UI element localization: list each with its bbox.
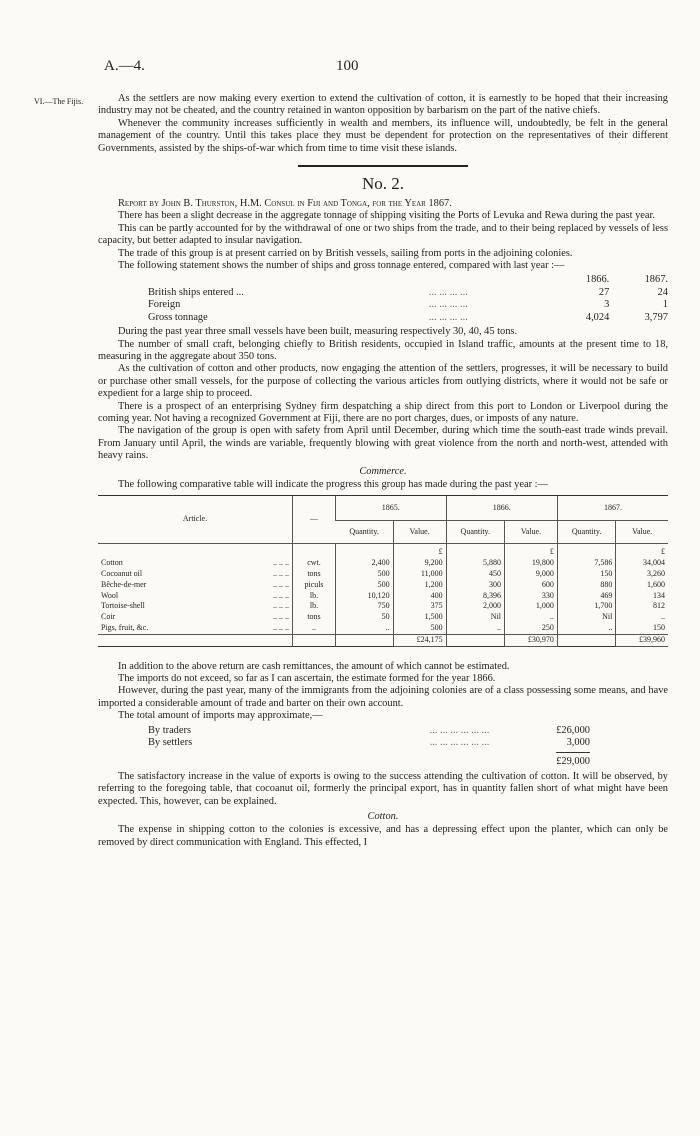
- leader-dots: ... ... ... ...: [428, 311, 468, 323]
- table-row: [98, 591, 668, 602]
- unit-cell: lb.: [293, 601, 336, 612]
- value-cell: 1,200: [393, 580, 446, 591]
- currency-symbol: £: [616, 544, 668, 558]
- value-cell: 3,260: [616, 569, 668, 580]
- leader-dots: .. .. ..: [273, 568, 289, 578]
- shipping-statement-table: [98, 274, 668, 324]
- value-cell: 375: [393, 601, 446, 612]
- value-cell: 9,200: [393, 558, 446, 569]
- article-cell: [98, 591, 293, 602]
- article-cell: [98, 601, 293, 612]
- leader-dots: .. .. ..: [273, 601, 289, 611]
- value-cell: 400: [393, 591, 446, 602]
- quantity-cell: 2,000: [446, 601, 504, 612]
- year-1867: 1867.: [644, 274, 668, 286]
- paragraph: There has been a slight decrease in the aggregate tonnage of shipping visiting the Ports of Levuka and Rewa during the past year.: [118, 210, 655, 222]
- paragraph: However, during the past year, many of the immigrants from the adjoining colonies are of a class possessing some means, and have imported a considerable amount of trade and barter on their own account.: [98, 685, 668, 709]
- quantity-cell: Nil: [557, 612, 615, 623]
- year-header-1866: 1866.: [446, 496, 557, 521]
- report-number: No. 2.: [361, 174, 405, 194]
- shipping-section: [98, 210, 668, 272]
- leader-dots: ... ... ... ... ... ...: [429, 724, 490, 736]
- paragraph: As the cultivation of cotton and other products, now engaging the attention of the settlers, progresses, it will be necessary to build or purchase other small vessels, for the purpose of collecting the various articles from outlying districts, where it would not be safe or expedient for a large ship to proceed.: [98, 363, 668, 400]
- year-1866: 1866.: [585, 274, 610, 286]
- table-row: [98, 580, 668, 591]
- value-header: Value.: [616, 521, 668, 544]
- article-cell: [98, 623, 293, 634]
- section-rule: [298, 165, 468, 167]
- quantity-header: Quantity.: [336, 521, 394, 544]
- margin-note: VI.—The Fijis.: [34, 97, 84, 106]
- paragraph: The satisfactory increase in the value of exports is owing to the success attending the cultivation of cotton. It will be observed, by referring to the foregoing table, that cocoanut oil, formerly the principal export, has in quantity fallen short of what might have been expected. This, however, can be explained.: [98, 770, 668, 807]
- leader-dots: ... ... ... ...: [428, 299, 468, 311]
- leader-dots: .. .. ..: [273, 590, 289, 600]
- quantity-cell: ..: [446, 623, 504, 634]
- value-cell: 19,800: [505, 558, 558, 569]
- value-cell: 11,000: [393, 569, 446, 580]
- value-cell: 500: [393, 623, 446, 634]
- value-cell: 600: [505, 580, 558, 591]
- value-cell: 134: [616, 591, 668, 602]
- article-header: Article.: [98, 496, 293, 544]
- quantity-cell: Nil: [446, 612, 504, 623]
- paragraph: The navigation of the group is open with safety from April until December, during which time the south-east trade winds prevail. From January until April, the winds are variable, frequently blowing with great violence from the north and north-west, attended with heavy rains.: [98, 425, 668, 462]
- article-name: Wool: [101, 590, 119, 600]
- statement-row: [98, 299, 668, 311]
- paragraph: In addition to the above return are cash remittances, the amount of which cannot be estimated.: [118, 660, 510, 672]
- value-cell: 812: [616, 601, 668, 612]
- statement-row: [98, 287, 668, 299]
- quantity-cell: 450: [446, 569, 504, 580]
- vessels-section: [98, 326, 668, 462]
- value-cell: 34,004: [616, 558, 668, 569]
- paragraph: As the settlers are now making every exertion to extend the cultivation of cotton, it is earnestly to be hoped that their increasing industry may not be cheated, and the country retained in wanton opposition by barbarism on the part of the native chiefs.: [98, 93, 668, 117]
- total-1866: £30,970: [505, 634, 558, 646]
- statement-label: Foreign: [148, 299, 181, 311]
- totals-row: [98, 634, 668, 646]
- statement-value: 3,797: [644, 311, 668, 323]
- unit-cell: ..: [293, 623, 336, 634]
- statement-value: 24: [657, 286, 668, 298]
- article-name: Pigs, fruit, &c.: [101, 622, 149, 632]
- imports-total-row: [98, 749, 668, 768]
- page-number: 100: [336, 58, 359, 74]
- leader-dots: .. .. ..: [273, 622, 289, 632]
- report-title-rest: by John B. Thurston, H.M. Consul in Fiji and Tonga, for the Year 1867.: [146, 198, 452, 210]
- total-1865: £24,175: [393, 634, 446, 646]
- quantity-cell: 1,700: [557, 601, 615, 612]
- imports-total: £29,000: [556, 752, 590, 768]
- year-header-1867: 1867.: [557, 496, 668, 521]
- table-row: [98, 558, 668, 569]
- value-cell: 1,500: [393, 612, 446, 623]
- quantity-cell: ..: [557, 623, 615, 634]
- article-name: Tortoise-shell: [101, 601, 145, 611]
- table-bottom-rule: [98, 646, 668, 655]
- table-row: [98, 623, 668, 634]
- quantity-cell: 469: [557, 591, 615, 602]
- statement-value: 4,024: [585, 311, 610, 323]
- paragraph: Whenever the community increases sufficiently in wealth and members, its influence will, undoubtedly, be felt in the general management of the country. Until this takes place they must be dependent for protection on the representatives of their different Governments, assisted by the ships-of-war which from time to time visit these islands.: [98, 117, 668, 154]
- quantity-cell: 8,396: [446, 591, 504, 602]
- value-cell: 150: [616, 623, 668, 634]
- quantity-cell: 2,400: [336, 558, 394, 569]
- table-row: [98, 569, 668, 580]
- cotton-heading: Cotton.: [367, 811, 399, 823]
- statement-year-row: [98, 274, 668, 286]
- article-cell: [98, 558, 293, 569]
- quantity-cell: 880: [557, 580, 615, 591]
- unit-cell: tons: [293, 569, 336, 580]
- unit-cell: tons: [293, 612, 336, 623]
- leader-dots: .. .. ..: [273, 558, 289, 568]
- total-1867: £39,960: [616, 634, 668, 646]
- article-name: Cocoanut oil: [101, 568, 143, 578]
- imports-row: [98, 737, 668, 749]
- currency-symbol: £: [505, 544, 558, 558]
- quantity-cell: 150: [557, 569, 615, 580]
- statement-value: 27: [598, 286, 610, 298]
- paragraph: The expense in shipping cotton to the colonies is excessive, and has a depressing effect upon the planter, which can only be removed by direct communication with England. This effected, I: [98, 824, 668, 848]
- year-header-1865: 1865.: [336, 496, 447, 521]
- quantity-cell: 500: [336, 580, 394, 591]
- imports-section: [98, 661, 668, 723]
- value-cell: 330: [505, 591, 558, 602]
- commerce-year-header-row: [98, 496, 668, 521]
- value-cell: ..: [505, 612, 558, 623]
- paragraph: During the past year three small vessels have been built, measuring respectively 30, 40, 45 tons.: [118, 326, 518, 338]
- quantity-cell: 750: [336, 601, 394, 612]
- header-reference: A.—4.: [104, 58, 145, 74]
- quantity-cell: 7,586: [557, 558, 615, 569]
- cotton-section: [98, 824, 668, 849]
- paragraph: The imports do not exceed, so far as I can ascertain, the estimate formed for the year 1866.: [118, 672, 496, 684]
- commerce-heading: Commerce.: [359, 465, 407, 477]
- article-name: Cotton: [101, 558, 123, 568]
- unit-cell: piculs: [293, 580, 336, 591]
- statement-label: Gross tonnage: [148, 311, 208, 323]
- page-header: [0, 58, 700, 78]
- statement-value: 3: [604, 299, 610, 311]
- quantity-header: Quantity.: [557, 521, 615, 544]
- leader-dots: ... ... ... ...: [428, 286, 468, 298]
- paragraph: This can be partly accounted for by the withdrawal of one or two ships from the trade, and to their being replaced by vessels of less capacity, but better adapted to insular navigation.: [98, 222, 668, 247]
- exports-section: [98, 771, 668, 808]
- unit-header: —: [293, 496, 336, 544]
- value-cell: 1,600: [616, 580, 668, 591]
- paragraph: The following statement shows the number of ships and gross tonnage entered, compared with last year :—: [118, 260, 565, 272]
- quantity-cell: 500: [336, 569, 394, 580]
- leader-dots: .. .. ..: [273, 612, 289, 622]
- unit-cell: lb.: [293, 591, 336, 602]
- article-name: Coir: [101, 612, 116, 622]
- imports-label: By settlers: [148, 736, 193, 748]
- unit-cell: cwt.: [293, 558, 336, 569]
- paragraph: The trade of this group is at present carried on by British vessels, sailing from ports in the adjoining colonies.: [118, 247, 573, 259]
- article-name: Bêche-de-mer: [101, 579, 147, 589]
- value-cell: ..: [616, 612, 668, 623]
- value-header: Value.: [505, 521, 558, 544]
- paragraph: The number of small craft, belonging chiefly to British residents, occupied in Island traffic, amounts at the present time to 18, measuring in the aggregate about 350 tons.: [98, 338, 668, 362]
- imports-row: [98, 725, 668, 737]
- leader-dots: ... ... ... ... ... ...: [429, 736, 490, 748]
- article-cell: [98, 569, 293, 580]
- report-title-lead: Report: [118, 198, 147, 210]
- quantity-cell: 300: [446, 580, 504, 591]
- paragraph: There is a prospect of an enterprising Sydney firm despatching a ship direct from this port to London or Liverpool during the coming year. Not having a recognized Government at Fiji, there are no port charges, dues, or imposts of any nature.: [98, 400, 668, 424]
- intro-section: [98, 93, 668, 155]
- quantity-cell: ..: [336, 623, 394, 634]
- article-cell: [98, 580, 293, 591]
- imports-amount: £26,000: [556, 724, 590, 736]
- document-body: [98, 93, 668, 849]
- value-cell: 250: [505, 623, 558, 634]
- leader-dots: .. .. ..: [273, 579, 289, 589]
- imports-label: By traders: [148, 724, 191, 736]
- value-header: Value.: [393, 521, 446, 544]
- imports-table: [98, 725, 668, 769]
- table-row: [98, 612, 668, 623]
- quantity-cell: 50: [336, 612, 394, 623]
- table-row: [98, 601, 668, 612]
- currency-row: [98, 544, 668, 558]
- quantity-cell: 5,880: [446, 558, 504, 569]
- quantity-cell: 10,120: [336, 591, 394, 602]
- article-cell: [98, 612, 293, 623]
- commerce-table: [98, 495, 668, 654]
- value-cell: 1,000: [505, 601, 558, 612]
- value-cell: 9,000: [505, 569, 558, 580]
- report-title: [98, 198, 668, 210]
- currency-symbol: £: [393, 544, 446, 558]
- quantity-header: Quantity.: [446, 521, 504, 544]
- paragraph: The total amount of imports may approximate,—: [118, 710, 323, 722]
- statement-row: [98, 312, 668, 324]
- paragraph: The following comparative table will indicate the progress this group has made during the past year :—: [118, 478, 548, 490]
- statement-value: 1: [662, 299, 668, 311]
- statement-label: British ships entered ...: [148, 286, 244, 298]
- imports-amount: 3,000: [566, 736, 590, 748]
